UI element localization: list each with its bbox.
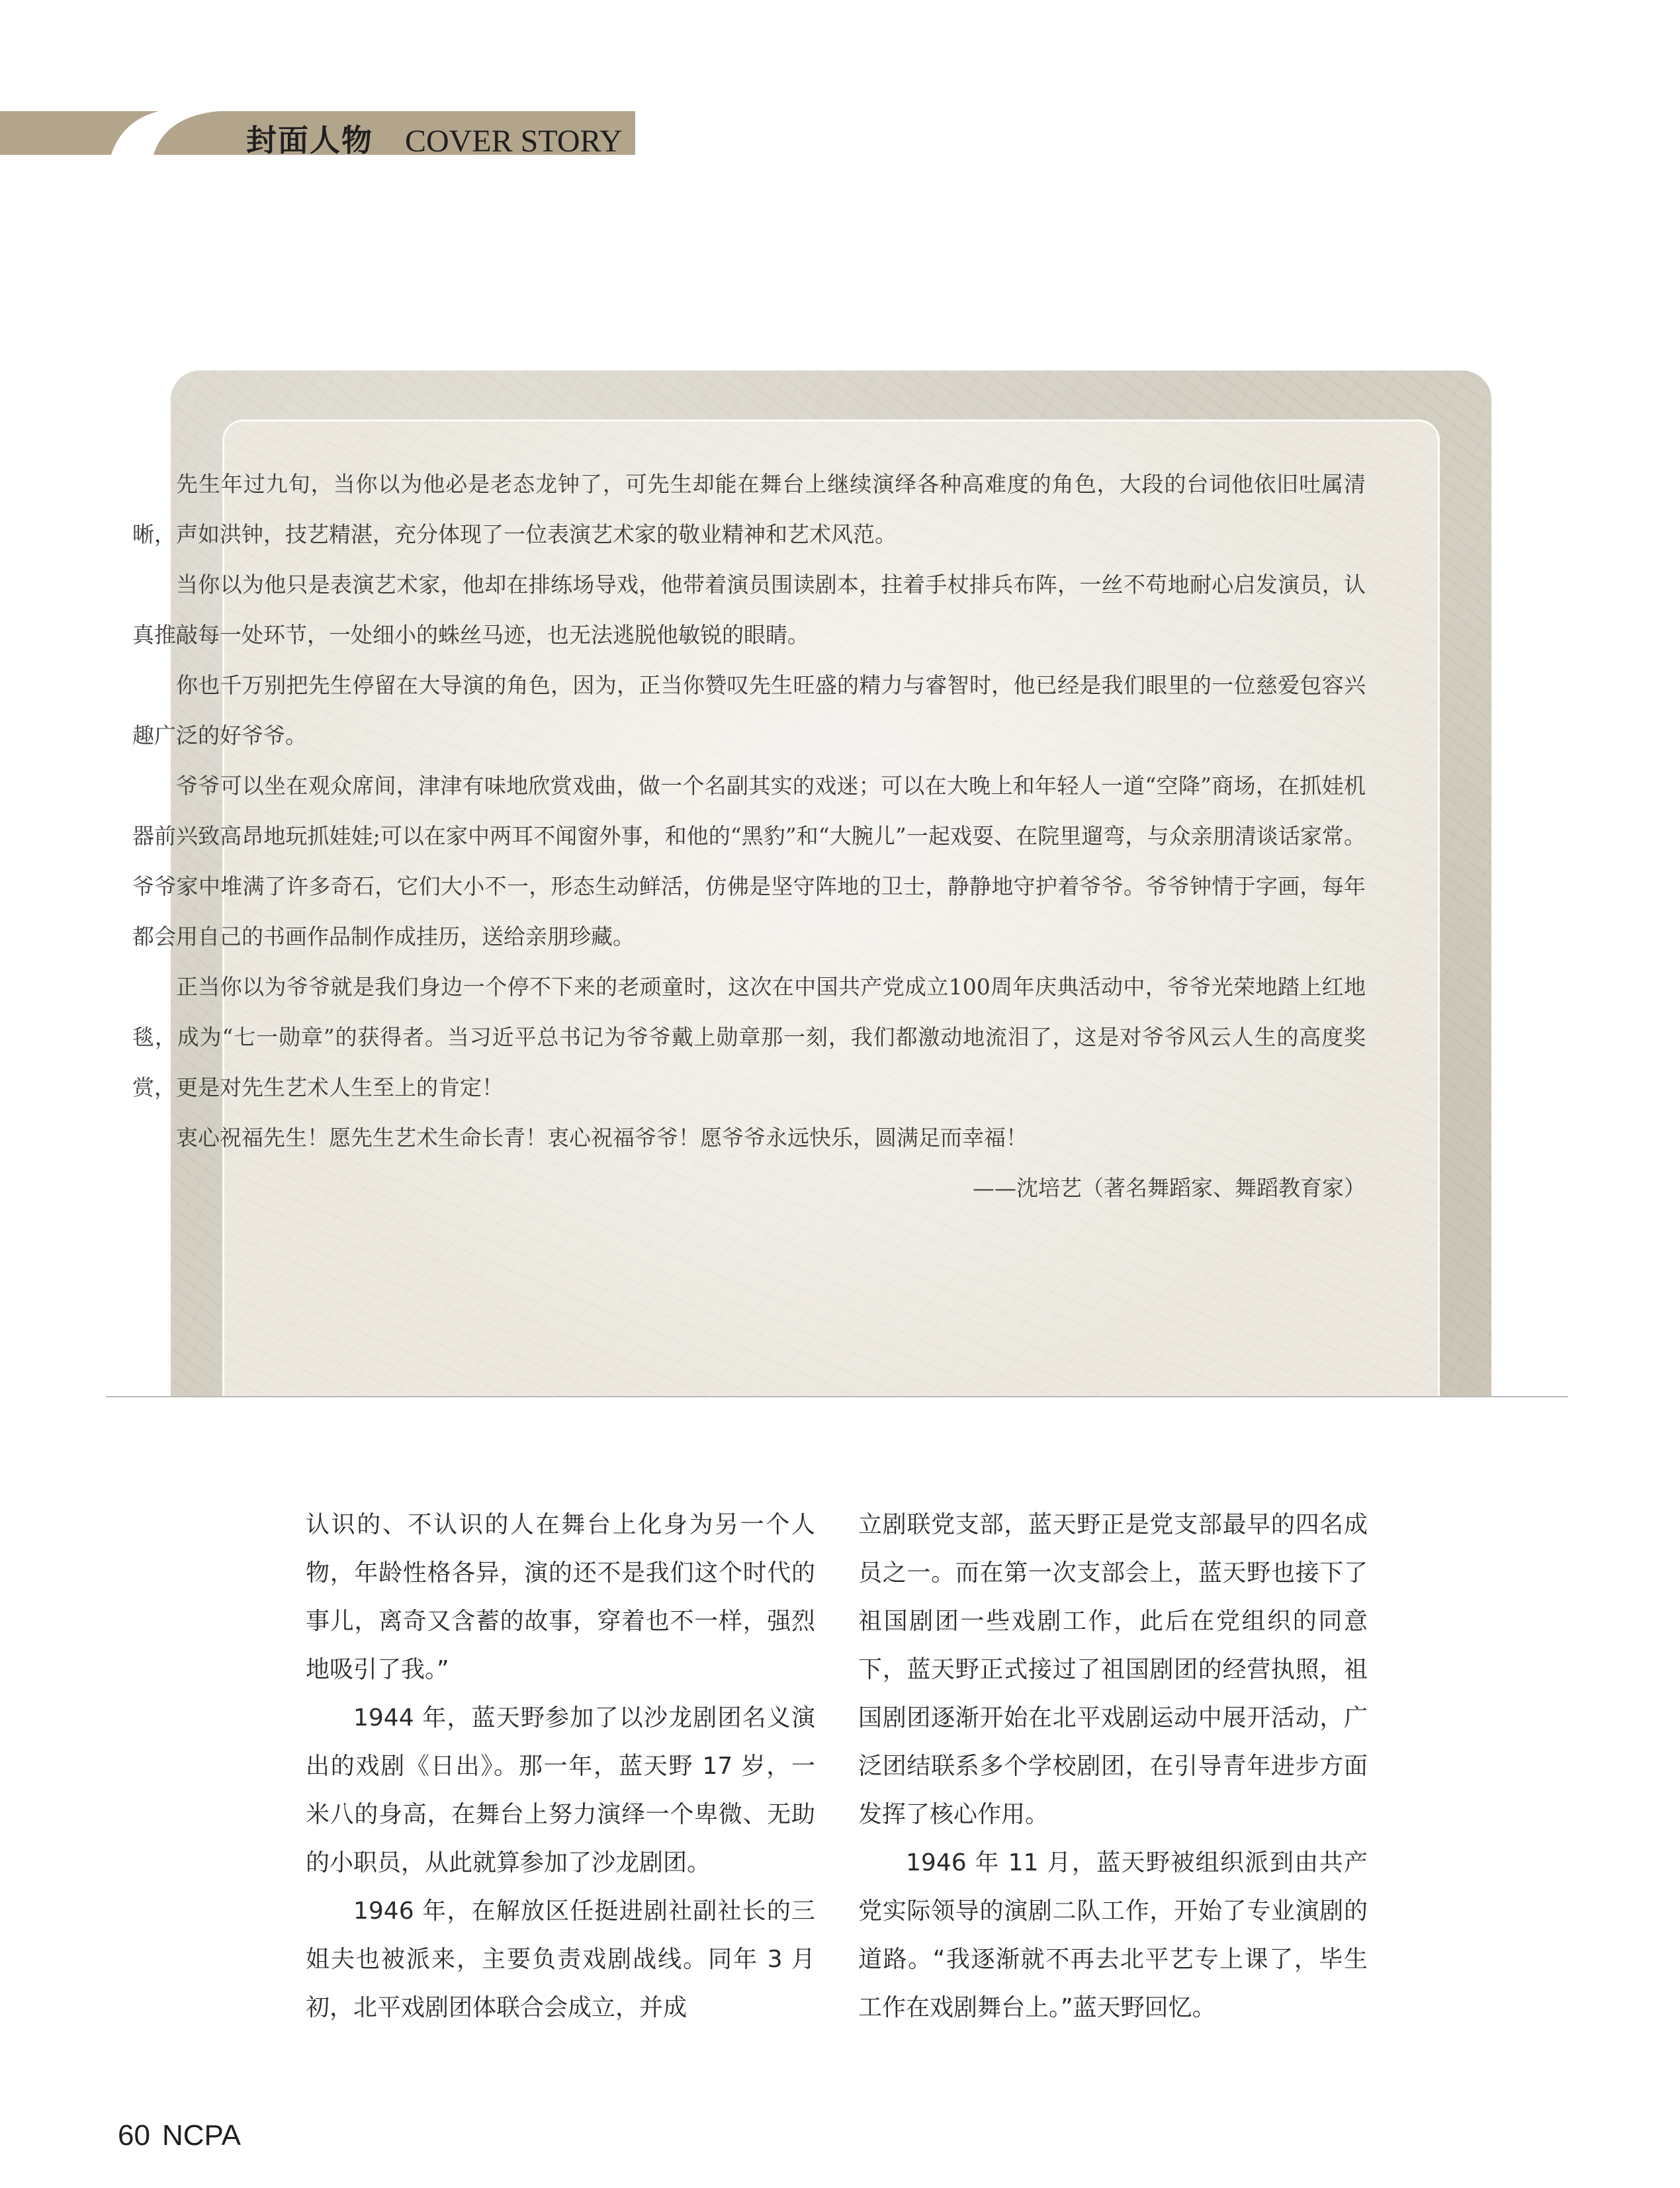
quote-signature: ——沈培艺（著名舞蹈家、舞蹈教育家） xyxy=(973,1175,1366,1201)
section-divider xyxy=(106,1396,1568,1397)
quote-paragraph: 先生年过九旬，当你以为他必是老态龙钟了，可先生却能在舞台上继续演绎各种高难度的角色，大段的台词他依旧吐属清晰，声如洪钟，技艺精湛，充分体现了一位表演艺术家的敬业精神和艺术风范。 xyxy=(132,471,1366,547)
quote-paragraph: 衷心祝福先生！愿先生艺术生命长青！衷心祝福爷爷！愿爷爷永远快乐，圆满足而幸福！ xyxy=(176,1125,1028,1151)
body-paragraph: 认识的、不认识的人在舞台上化身为另一个人物，年龄性格各异，演的还不是我们这个时代的事儿，离奇又含蓄的故事，穿着也不一样，强烈地吸引了我。” xyxy=(306,1511,815,1683)
body-column-left xyxy=(306,1501,815,2032)
body-paragraph: 1944 年，蓝天野参加了以沙龙剧团名义演出的戏剧《日出》。那一年，蓝天野 17 岁，一米八的身高，在舞台上努力演绎一个卑微、无助的小职员，从此就算参加了沙龙剧团。 xyxy=(306,1704,815,1876)
page-folio xyxy=(118,2117,253,2154)
quote-text xyxy=(132,459,1366,1213)
body-column-right xyxy=(858,1501,1368,2032)
quote-paragraph: 正当你以为爷爷就是我们身边一个停不下来的老顽童时，这次在中国共产党成立100周年庆典活动中，爷爷光荣地踏上红地毯，成为“七一勋章”的获得者。当习近平总书记为爷爷戴上勋章那一刻，我们都激动地流泪了，这是对爷爷风云人生的高度奖赏，更是对先生艺术人生至上的肯定！ xyxy=(132,974,1366,1100)
page-number: 60 xyxy=(118,2119,150,2152)
magazine-name: NCPA xyxy=(161,2119,241,2152)
quote-paragraph: 你也千万别把先生停留在大导演的角色，因为，正当你赞叹先生旺盛的精力与睿智时，他已经是我们眼里的一位慈爱包容兴趣广泛的好爷爷。 xyxy=(132,672,1366,748)
quote-paragraph: 爷爷可以坐在观众席间，津津有味地欣赏戏曲，做一个名副其实的戏迷；可以在大晚上和年轻人一道“空降”商场，在抓娃机器前兴致高昂地玩抓娃娃;可以在家中两耳不闻窗外事，和他的“黑豹”和“大腕儿”一起戏耍、在院里遛弯，与众亲朋清谈话家常。爷爷家中堆满了许多奇石，它们大小不一，形态生动鲜活，仿佛是坚守阵地的卫士，静静地守护着爷爷。爷爷钟情于字画，每年都会用自己的书画作品制作成挂历，送给亲朋珍藏。 xyxy=(132,773,1366,949)
body-paragraph: 立剧联党支部，蓝天野正是党支部最早的四名成员之一。而在第一次支部会上，蓝天野也接下了祖国剧团一些戏剧工作，此后在党组织的同意下，蓝天野正式接过了祖国剧团的经营执照，祖国剧团逐渐开始在北平戏剧运动中展开活动，广泛团结联系多个学校剧团，在引导青年进步方面发挥了核心作用。 xyxy=(858,1511,1368,1828)
body-paragraph: 1946 年 11 月，蓝天野被组织派到由共产党实际领导的演剧二队工作，开始了专业演剧的道路。“我逐渐就不再去北平艺专上课了，毕生工作在戏剧舞台上。”蓝天野回忆。 xyxy=(858,1849,1368,2021)
section-title-cn: 封面人物 xyxy=(246,122,373,158)
quote-paragraph: 当你以为他只是表演艺术家，他却在排练场导戏，他带着演员围读剧本，拄着手杖排兵布阵，一丝不苟地耐心启发演员，认真推敲每一处环节，一处细小的蛛丝马迹，也无法逃脱他敏锐的眼睛。 xyxy=(132,572,1366,648)
body-paragraph: 1946 年，在解放区任挺进剧社副社长的三姐夫也被派来，主要负责戏剧战线。同年 3 月初，北平戏剧团体联合会成立，并成 xyxy=(306,1898,815,2021)
section-title-en: COVER STORY xyxy=(405,124,623,159)
